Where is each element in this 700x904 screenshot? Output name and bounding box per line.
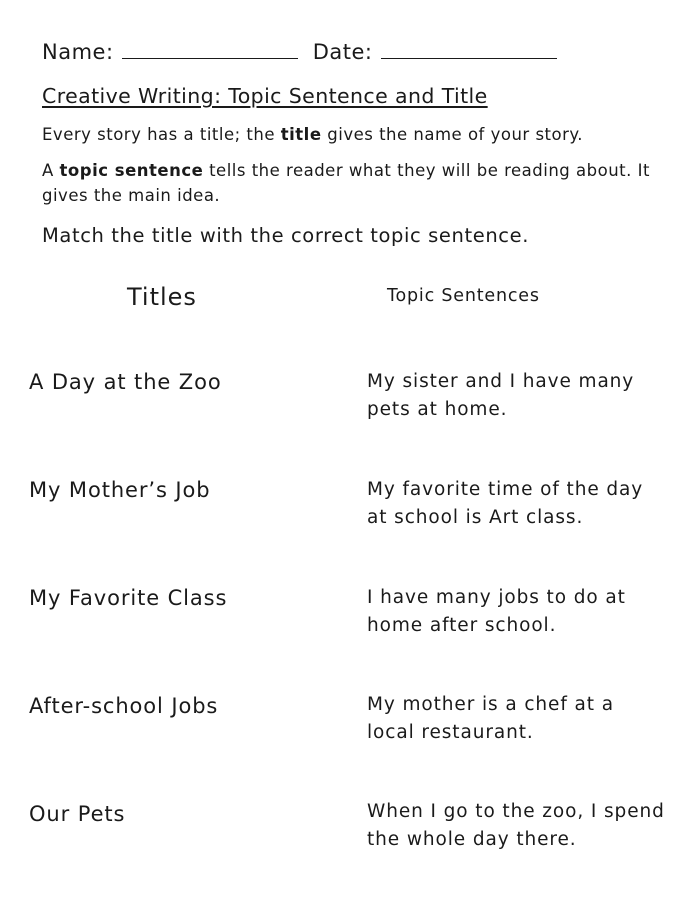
sentence-item[interactable]: My mother is a chef at a local restaurant. [367, 694, 614, 743]
sentence-item[interactable]: When I go to the zoo, I spend the whole day there. [367, 801, 665, 850]
sentence-item[interactable]: I have many jobs to do at home after school. [367, 587, 626, 636]
sentence-item[interactable]: My sister and I have many pets at home. [367, 371, 635, 420]
titles-column-header: Titles [127, 283, 197, 311]
topic-sentence-term: topic sentence [59, 161, 204, 180]
name-label: Name: [42, 40, 114, 64]
title-item[interactable]: My Favorite Class [29, 586, 228, 610]
name-blank[interactable] [122, 57, 298, 59]
title-item[interactable]: My Mother’s Job [29, 478, 211, 502]
title-definition-start: Every story has a title; the [42, 125, 281, 144]
name-date-line [42, 40, 557, 64]
title-item[interactable]: After-school Jobs [29, 694, 219, 718]
sentences-column-header: Topic Sentences [387, 286, 540, 306]
date-blank[interactable] [381, 57, 557, 59]
title-definition [42, 122, 662, 147]
topic-sentence-definition [42, 158, 662, 208]
date-label: Date: [312, 40, 373, 64]
title-term: title [280, 125, 322, 144]
title-definition-end: gives the name of your story. [321, 125, 584, 144]
topic-definition-end: tells the reader what they will be reading about. It gives the main idea. [42, 161, 650, 205]
sentence-item[interactable]: My favorite time of the day at school is Art class. [367, 479, 644, 528]
title-item[interactable]: Our Pets [29, 802, 126, 826]
title-item[interactable]: A Day at the Zoo [29, 370, 222, 394]
instruction: Match the title with the correct topic sentence. [42, 224, 529, 247]
worksheet-title: Creative Writing: Topic Sentence and Title [42, 84, 488, 108]
topic-definition-start: A [42, 161, 60, 180]
